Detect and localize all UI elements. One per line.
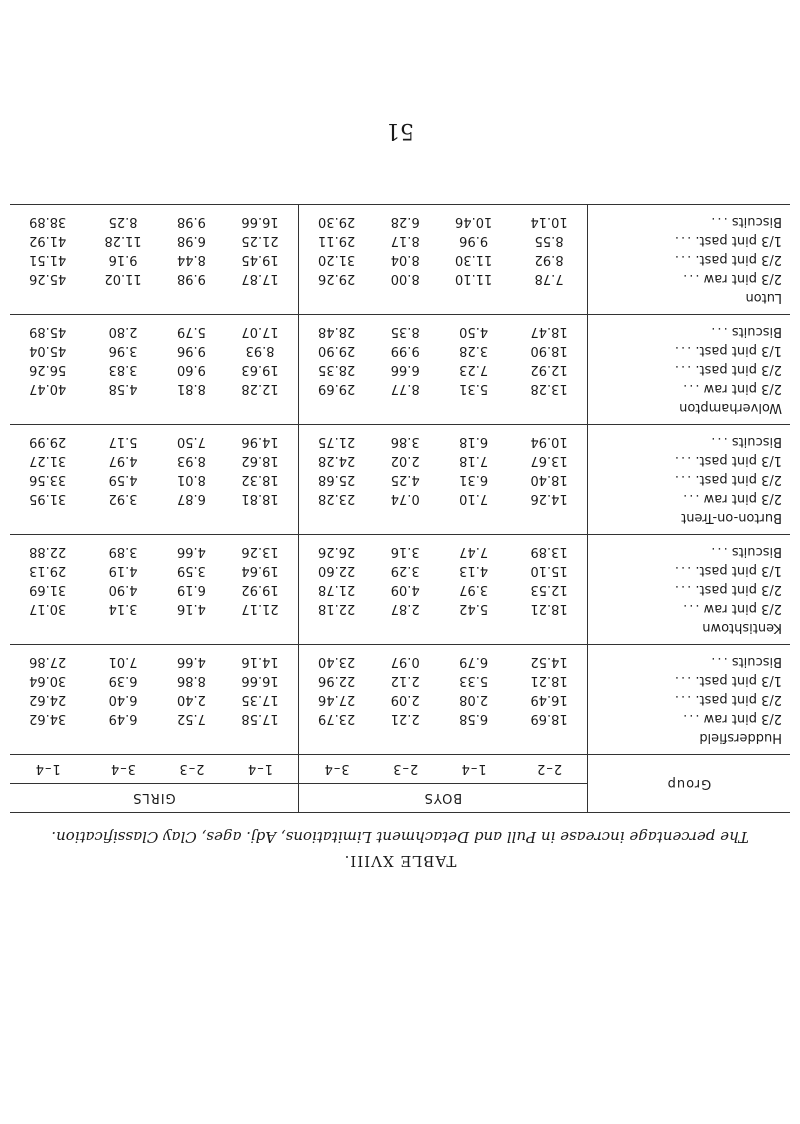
value-cell: 33.56: [29, 472, 67, 487]
value-cell: 5.42: [459, 601, 489, 616]
table-row: [10, 341, 790, 360]
value-cell: 6.87: [176, 491, 206, 506]
row-label-cell: [587, 470, 790, 489]
value-cell: 9.96: [459, 233, 489, 248]
value-cell: 6.19: [176, 582, 206, 597]
value-cell: 7.01: [85, 645, 160, 672]
table-row: [10, 690, 790, 709]
value-cell: 19.92: [241, 582, 279, 597]
group-name-row: [10, 398, 790, 425]
value-cell: 6.28: [374, 205, 436, 232]
value-cell: 22.88: [10, 535, 85, 562]
group-name: Wolverhampton: [587, 398, 790, 425]
value-cell: 29.11: [298, 231, 374, 250]
value-cell: 21.75: [298, 425, 374, 452]
table-row: [10, 250, 790, 269]
row-label: 1/3 pint past.: [695, 233, 782, 248]
row-label: Biscuits: [731, 654, 782, 669]
value-cell: 26.26: [298, 535, 374, 562]
value-cell: 29.99: [10, 425, 85, 452]
value-cell: 8.00: [390, 271, 420, 286]
value-cell: 4.90: [108, 582, 138, 597]
table-row: [10, 269, 790, 288]
value-cell: 5.31: [459, 381, 489, 396]
value-cell: 7.23: [459, 362, 489, 377]
value-cell: 41.92: [29, 233, 67, 248]
subcolumn-header: 2–2: [511, 755, 587, 784]
row-label-cell: [587, 379, 790, 398]
value-cell: 2.09: [390, 692, 420, 707]
value-cell: 21.25: [241, 233, 279, 248]
value-cell: 10.46: [436, 205, 511, 232]
value-cell: 6.58: [459, 711, 489, 726]
row-label-cell: [587, 690, 790, 709]
row-label-cell: [587, 425, 790, 452]
value-cell: 10.14: [511, 205, 587, 232]
value-cell: 6.66: [390, 362, 420, 377]
value-cell: 31.20: [298, 250, 374, 269]
subcolumn-header: 1–4: [436, 755, 511, 784]
leader-dots: ...: [672, 343, 692, 358]
row-label: Biscuits: [731, 434, 782, 449]
value-cell: 3.16: [374, 535, 436, 562]
row-label-cell: [587, 451, 790, 470]
group-name-row: [10, 508, 790, 535]
value-cell: 8.92: [534, 252, 564, 267]
value-cell: 0.74: [390, 491, 420, 506]
row-label-cell: [587, 599, 790, 618]
value-cell: 7.47: [436, 535, 511, 562]
row-label: Biscuits: [731, 544, 782, 559]
value-cell: 4.66: [161, 645, 223, 672]
value-cell: 11.28: [104, 233, 142, 248]
value-cell: 21.17: [241, 601, 279, 616]
table-row: [10, 645, 790, 672]
value-cell: 5.17: [85, 425, 160, 452]
leader-dots: ...: [672, 692, 692, 707]
row-label-cell: [587, 709, 790, 728]
value-cell: 2.08: [459, 692, 489, 707]
leader-dots: ...: [672, 362, 692, 377]
value-cell: 29.13: [29, 563, 67, 578]
value-cell: 56.26: [29, 362, 67, 377]
value-cell: 9.96: [176, 343, 206, 358]
value-cell: 4.50: [436, 315, 511, 342]
value-cell: 17.07: [222, 315, 298, 342]
value-cell: 6.98: [176, 233, 206, 248]
value-cell: 6.39: [108, 673, 138, 688]
value-cell: 7.10: [459, 491, 489, 506]
row-label-cell: [587, 269, 790, 288]
value-cell: 15.10: [530, 563, 568, 578]
group-name-row: [10, 728, 790, 755]
row-label-cell: [587, 231, 790, 250]
value-cell: 22.60: [298, 561, 374, 580]
value-cell: 13.67: [530, 453, 568, 468]
row-label: 2/3 pint past.: [695, 472, 782, 487]
subcolumn-header: 2–3: [161, 755, 223, 784]
value-cell: 7.78: [534, 271, 564, 286]
row-label: 1/3 pint past.: [695, 453, 782, 468]
value-cell: 28.35: [298, 360, 374, 379]
value-cell: 8.01: [176, 472, 206, 487]
rotated-table-block: [10, 214, 790, 873]
group-name: Kentishtown: [587, 618, 790, 645]
row-label: 1/3 pint past.: [695, 343, 782, 358]
table-row: [10, 535, 790, 562]
value-cell: 5.79: [161, 315, 223, 342]
leader-dots: ...: [672, 582, 692, 597]
value-cell: 3.59: [176, 563, 206, 578]
value-cell: 4.97: [108, 453, 138, 468]
value-cell: 31.95: [29, 491, 67, 506]
value-cell: 21.78: [298, 580, 374, 599]
value-cell: 45.89: [10, 315, 85, 342]
value-cell: 6.18: [436, 425, 511, 452]
row-label: 2/3 pint raw: [703, 381, 782, 396]
row-label: 2/3 pint past.: [695, 692, 782, 707]
value-cell: 19.64: [241, 563, 279, 578]
value-cell: 23.40: [298, 645, 374, 672]
value-cell: 24.28: [298, 451, 374, 470]
leader-dots: ...: [681, 711, 700, 726]
row-label: 2/3 pint raw: [703, 711, 782, 726]
value-cell: 18.69: [530, 711, 568, 726]
table-row: [10, 561, 790, 580]
leader-dots: ...: [672, 252, 692, 267]
value-cell: 31.69: [29, 582, 67, 597]
table-row: [10, 360, 790, 379]
value-cell: 9.16: [108, 252, 138, 267]
group-name: Luton: [587, 288, 790, 315]
table-row: [10, 671, 790, 690]
table-title: TABLE XVIII.: [343, 852, 457, 870]
value-cell: 8.17: [390, 233, 420, 248]
value-cell: 19.45: [241, 252, 279, 267]
value-cell: 14.26: [530, 491, 568, 506]
value-cell: 3.89: [85, 535, 160, 562]
value-cell: 4.19: [108, 563, 138, 578]
value-cell: 8.35: [374, 315, 436, 342]
value-cell: 13.89: [511, 535, 587, 562]
row-label: 2/3 pint raw: [703, 271, 782, 286]
row-label-cell: [587, 315, 790, 342]
value-cell: 16.66: [241, 673, 279, 688]
subcolumn-header: 3–4: [85, 755, 160, 784]
table-row: [10, 580, 790, 599]
table-caption: [10, 825, 790, 873]
value-cell: 8.81: [176, 381, 206, 396]
value-cell: 8.93: [245, 343, 275, 358]
value-cell: 13.28: [530, 381, 568, 396]
table-body: [10, 205, 790, 755]
value-cell: 27.86: [10, 645, 85, 672]
value-cell: 30.17: [29, 601, 67, 616]
value-cell: 8.86: [176, 673, 206, 688]
value-cell: 9.60: [176, 362, 206, 377]
value-cell: 12.28: [241, 381, 279, 396]
row-label: 2/3 pint raw: [703, 491, 782, 506]
value-cell: 23.79: [298, 709, 374, 728]
value-cell: 8.04: [390, 252, 420, 267]
value-cell: 6.49: [108, 711, 138, 726]
value-cell: 4.13: [459, 563, 489, 578]
table-subtitle: The percentage increase in Pull and Detachment Limitations, Adj. ages, Clay Classification.: [51, 828, 749, 846]
subcolumn-header: 1–4: [10, 755, 85, 784]
row-label-cell: [587, 535, 790, 562]
row-label-cell: [587, 645, 790, 672]
value-cell: 22.18: [298, 599, 374, 618]
value-cell: 12.53: [530, 582, 568, 597]
table-row: [10, 379, 790, 398]
table-row: [10, 470, 790, 489]
value-cell: 30.64: [29, 673, 67, 688]
value-cell: 6.40: [108, 692, 138, 707]
value-cell: 6.79: [436, 645, 511, 672]
value-cell: 7.50: [161, 425, 223, 452]
value-cell: 3.83: [108, 362, 138, 377]
value-cell: 18.21: [530, 673, 568, 688]
row-label: 1/3 pint past.: [695, 673, 782, 688]
value-cell: 13.26: [222, 535, 298, 562]
page-number: 51: [386, 118, 414, 143]
value-cell: 17.58: [241, 711, 279, 726]
value-cell: 2.40: [176, 692, 206, 707]
value-cell: 11.10: [455, 271, 493, 286]
value-cell: 18.81: [241, 491, 279, 506]
value-cell: 2.21: [390, 711, 420, 726]
value-cell: 40.47: [29, 381, 67, 396]
subcolumn-header: 1–4: [222, 755, 298, 784]
row-label: 2/3 pint raw: [703, 601, 782, 616]
value-cell: 4.58: [108, 381, 138, 396]
row-label-cell: [587, 341, 790, 360]
value-cell: 9.98: [176, 271, 206, 286]
leader-dots: ...: [709, 654, 728, 669]
value-cell: 4.25: [390, 472, 420, 487]
value-cell: 34.62: [29, 711, 67, 726]
value-cell: 8.44: [176, 252, 206, 267]
value-cell: 45.04: [29, 343, 67, 358]
value-cell: 29.90: [298, 341, 374, 360]
row-label-cell: [587, 250, 790, 269]
value-cell: 27.46: [298, 690, 374, 709]
leader-dots: ...: [672, 563, 692, 578]
value-cell: 3.92: [108, 491, 138, 506]
value-cell: 31.27: [29, 453, 67, 468]
value-cell: 45.26: [29, 271, 67, 286]
leader-dots: ...: [681, 271, 700, 286]
leader-dots: ...: [672, 453, 692, 468]
value-cell: 38.89: [10, 205, 85, 232]
value-cell: 18.40: [530, 472, 568, 487]
table-row: [10, 451, 790, 470]
row-label-cell: [587, 580, 790, 599]
value-cell: 25.68: [298, 470, 374, 489]
value-cell: 3.97: [459, 582, 489, 597]
value-cell: 2.87: [390, 601, 420, 616]
row-label: Biscuits: [731, 324, 782, 339]
value-cell: 7.52: [176, 711, 206, 726]
value-cell: 2.12: [390, 673, 420, 688]
leader-dots: ...: [709, 434, 728, 449]
value-cell: 2.80: [85, 315, 160, 342]
value-cell: 14.16: [222, 645, 298, 672]
value-cell: 16.66: [222, 205, 298, 232]
table-row: [10, 709, 790, 728]
value-cell: 6.31: [459, 472, 489, 487]
data-table: [10, 204, 790, 813]
value-cell: 4.16: [176, 601, 206, 616]
value-cell: 10.94: [511, 425, 587, 452]
row-label: Biscuits: [731, 214, 782, 229]
subcolumn-header: 3–4: [298, 755, 374, 784]
table-row: [10, 231, 790, 250]
value-cell: 18.32: [241, 472, 279, 487]
value-cell: 8.25: [85, 205, 160, 232]
row-label-cell: [587, 671, 790, 690]
value-cell: 23.28: [298, 489, 374, 508]
subcolumn-header: 2–3: [374, 755, 436, 784]
row-label: 2/3 pint past.: [695, 362, 782, 377]
leader-dots: ...: [672, 472, 692, 487]
value-cell: 3.14: [108, 601, 138, 616]
value-cell: 41.51: [29, 252, 67, 267]
value-cell: 29.26: [298, 269, 374, 288]
value-cell: 7.18: [459, 453, 489, 468]
value-cell: 2.02: [390, 453, 420, 468]
value-cell: 29.30: [298, 205, 374, 232]
group-name: Burton-on-Trent: [587, 508, 790, 535]
value-cell: 18.47: [511, 315, 587, 342]
table-row: [10, 205, 790, 232]
value-cell: 4.66: [161, 535, 223, 562]
leader-dots: ...: [681, 381, 700, 396]
value-cell: 18.62: [241, 453, 279, 468]
leader-dots: ...: [709, 214, 728, 229]
row-label-cell: [587, 561, 790, 580]
value-cell: 17.87: [241, 271, 279, 286]
leader-dots: ...: [681, 491, 700, 506]
value-cell: 0.97: [374, 645, 436, 672]
value-cell: 18.90: [530, 343, 568, 358]
row-label-cell: [587, 360, 790, 379]
group-header: Group: [587, 755, 790, 813]
value-cell: 24.62: [29, 692, 67, 707]
boys-header: BOYS: [298, 784, 587, 813]
table-row: [10, 489, 790, 508]
value-cell: 8.55: [534, 233, 564, 248]
girls-header: GIRLS: [10, 784, 298, 813]
value-cell: 19.63: [241, 362, 279, 377]
value-cell: 9.98: [161, 205, 223, 232]
leader-dots: ...: [672, 233, 692, 248]
row-label: 1/3 pint past.: [695, 563, 782, 578]
table-row: [10, 425, 790, 452]
leader-dots: ...: [709, 324, 728, 339]
row-label-cell: [587, 205, 790, 232]
value-cell: 22.96: [298, 671, 374, 690]
value-cell: 29.69: [298, 379, 374, 398]
value-cell: 11.30: [455, 252, 493, 267]
group-name: Huddersfield: [587, 728, 790, 755]
value-cell: 14.52: [511, 645, 587, 672]
value-cell: 3.96: [108, 343, 138, 358]
leader-dots: ...: [709, 544, 728, 559]
value-cell: 4.09: [390, 582, 420, 597]
group-name-row: [10, 618, 790, 645]
value-cell: 11.02: [104, 271, 142, 286]
value-cell: 3.28: [459, 343, 489, 358]
value-cell: 12.92: [530, 362, 568, 377]
group-name-row: [10, 288, 790, 315]
value-cell: 17.35: [241, 692, 279, 707]
value-cell: 8.93: [176, 453, 206, 468]
table-row: [10, 315, 790, 342]
value-cell: 4.59: [108, 472, 138, 487]
row-label-cell: [587, 489, 790, 508]
value-cell: 28.48: [298, 315, 374, 342]
value-cell: 3.29: [390, 563, 420, 578]
value-cell: 16.49: [530, 692, 568, 707]
value-cell: 3.86: [374, 425, 436, 452]
value-cell: 5.33: [459, 673, 489, 688]
value-cell: 18.21: [530, 601, 568, 616]
value-cell: 14.96: [222, 425, 298, 452]
table-row: [10, 599, 790, 618]
leader-dots: ...: [672, 673, 692, 688]
value-cell: 8.77: [390, 381, 420, 396]
value-cell: 9.99: [390, 343, 420, 358]
leader-dots: ...: [681, 601, 700, 616]
row-label: 2/3 pint past.: [695, 582, 782, 597]
row-label: 2/3 pint past.: [695, 252, 782, 267]
